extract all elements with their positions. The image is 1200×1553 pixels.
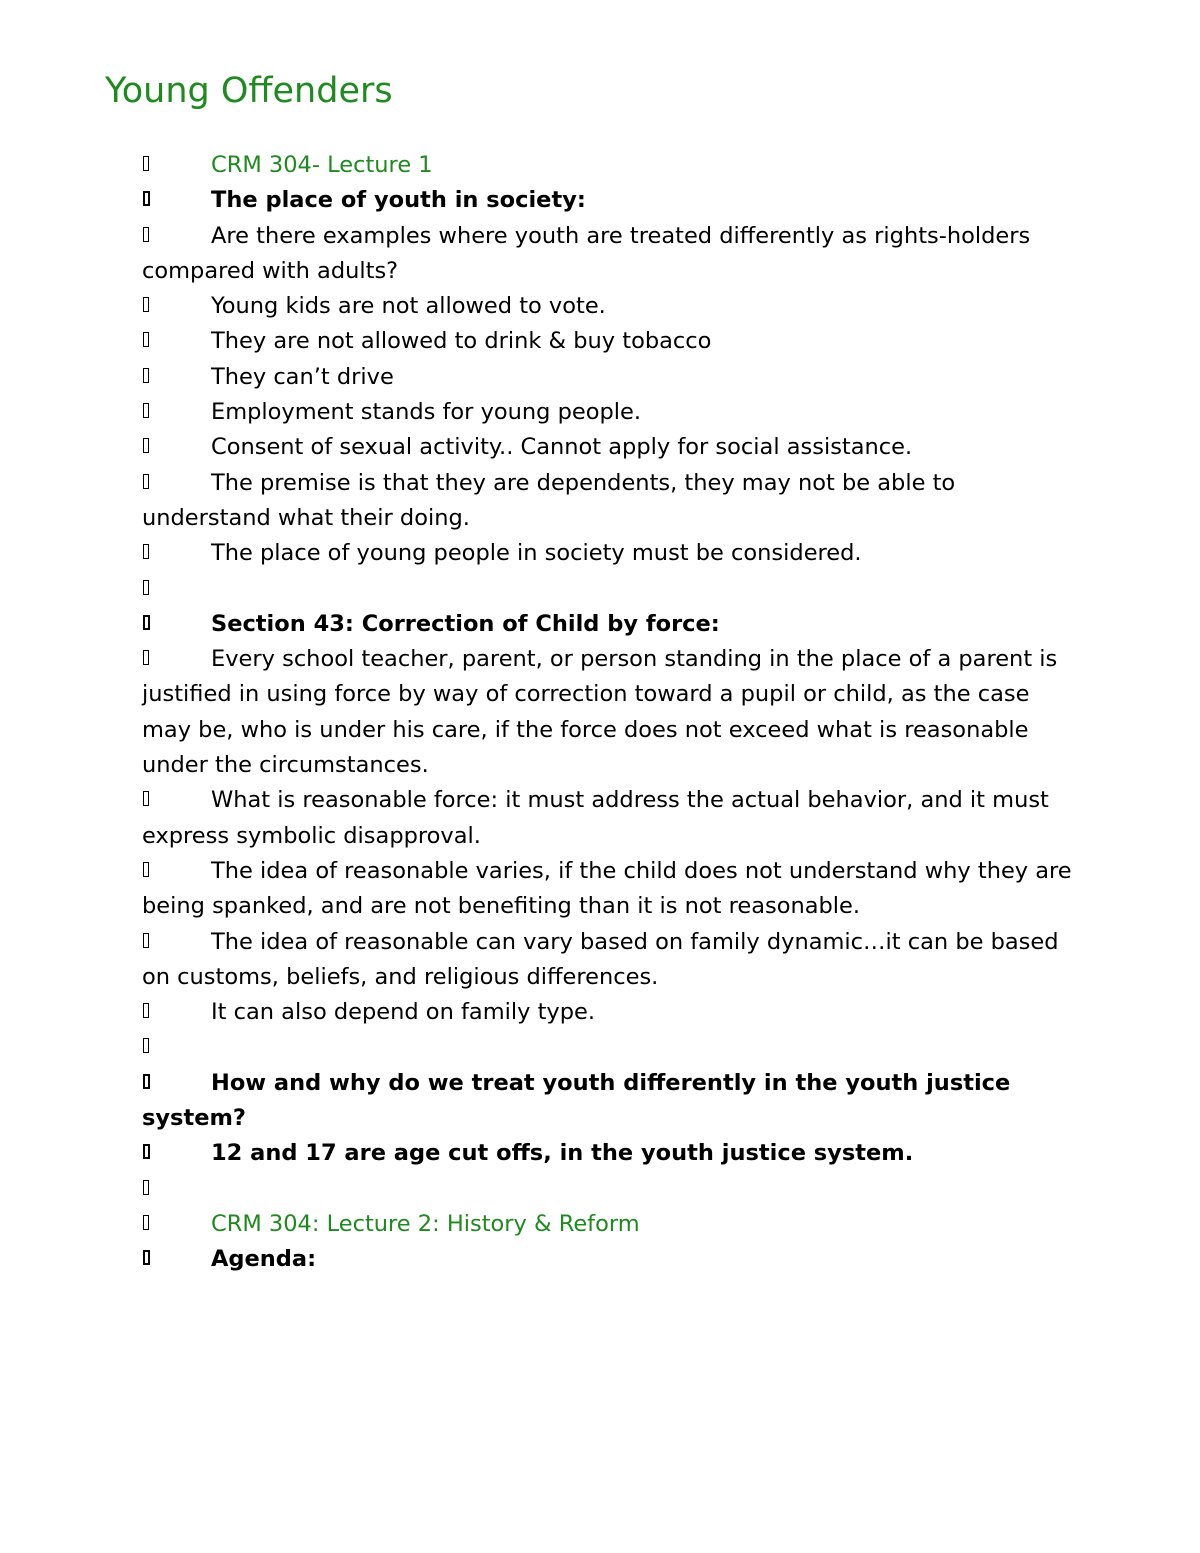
list-item-text: Section 43: Correction of Child by force: bbox=[211, 610, 720, 637]
bullet-icon bbox=[142, 183, 150, 218]
list-item bbox=[142, 395, 1082, 430]
list-item-text: The idea of reasonable varies, if the child does not understand why they are being spanked, and are not benefiting than it is not reasonable. bbox=[142, 857, 1072, 920]
list-item bbox=[142, 536, 1082, 571]
list-item bbox=[142, 324, 1082, 359]
bullet-icon bbox=[142, 642, 149, 677]
bullet-icon bbox=[142, 995, 149, 1030]
list-item bbox=[142, 466, 1082, 537]
list-item-text: They can’t drive bbox=[211, 363, 394, 390]
list-item bbox=[142, 360, 1082, 395]
list-item bbox=[142, 430, 1082, 465]
list-item bbox=[142, 289, 1082, 324]
list-item-text: CRM 304- Lecture 1 bbox=[211, 152, 433, 178]
bullet-icon bbox=[142, 1207, 149, 1242]
list-item-empty bbox=[142, 1030, 1082, 1065]
bullet-icon bbox=[142, 925, 149, 960]
list-item-text: CRM 304: Lecture 2: History & Reform bbox=[211, 1210, 640, 1237]
bullet-icon bbox=[142, 572, 149, 607]
bullet-icon bbox=[142, 1136, 150, 1171]
bullet-icon bbox=[142, 1242, 150, 1277]
list-item bbox=[142, 925, 1082, 996]
bullet-icon bbox=[142, 324, 149, 359]
list-item-section-heading bbox=[142, 1066, 1082, 1137]
list-item-section-heading bbox=[142, 1136, 1082, 1171]
list-item-text: The premise is that they are dependents, they may not be able to understand what their doing. bbox=[142, 469, 956, 531]
list-item-section-heading bbox=[142, 607, 1082, 642]
bullet-icon bbox=[142, 360, 149, 395]
list-item-text: Are there examples where youth are treated differently as rights-holders compared with adults? bbox=[142, 222, 1031, 284]
bullet-icon bbox=[142, 466, 149, 501]
bullet-icon bbox=[142, 783, 149, 818]
list-item-text: Employment stands for young people. bbox=[211, 399, 642, 426]
bullet-icon bbox=[142, 430, 149, 465]
list-item-lecture-1-heading bbox=[142, 148, 1082, 183]
list-item-text: What is reasonable force: it must address the actual behavior, and it must express symbolic disapproval. bbox=[142, 787, 1049, 849]
list-item-text: The idea of reasonable can vary based on family dynamic…it can be based on customs, beliefs, and religious differences. bbox=[142, 928, 1059, 990]
list-item-text: They are not allowed to drink & buy tobacco bbox=[211, 328, 712, 355]
list-item-text: The place of youth in society: bbox=[211, 187, 586, 214]
list-item-text: Consent of sexual activity.. Cannot apply for social assistance. bbox=[211, 434, 913, 461]
list-item-text: Every school teacher, parent, or person standing in the place of a parent is justified in using force by way of correction toward a pupil or child, as the case may be, who is under his care, if the force does not exceed what is reasonable under the circumstances. bbox=[142, 646, 1058, 779]
bullet-list bbox=[142, 148, 1082, 1278]
bullet-icon bbox=[142, 607, 150, 642]
bullet-icon bbox=[142, 1066, 150, 1101]
bullet-icon bbox=[142, 854, 149, 889]
list-item bbox=[142, 854, 1082, 925]
bullet-icon bbox=[142, 1030, 149, 1065]
bullet-icon bbox=[142, 395, 149, 430]
list-item-lecture-2-heading bbox=[142, 1207, 1082, 1242]
list-item-section-heading bbox=[142, 1242, 1082, 1277]
list-item-section-heading bbox=[142, 183, 1082, 218]
document-title: Young Offenders bbox=[105, 71, 393, 111]
list-item bbox=[142, 219, 1082, 290]
list-item-text: 12 and 17 are age cut offs, in the youth justice system. bbox=[211, 1140, 914, 1167]
list-item bbox=[142, 642, 1082, 783]
bullet-icon bbox=[142, 148, 149, 183]
list-item-text: Young kids are not allowed to vote. bbox=[211, 293, 606, 320]
bullet-icon bbox=[142, 1172, 149, 1207]
list-item-text: The place of young people in society must be considered. bbox=[211, 540, 862, 567]
list-item-text: Agenda: bbox=[211, 1246, 317, 1273]
list-item bbox=[142, 995, 1082, 1030]
list-item-text: How and why do we treat youth differently in the youth justice system? bbox=[142, 1069, 1011, 1132]
bullet-icon bbox=[142, 536, 149, 571]
list-item-empty bbox=[142, 1172, 1082, 1207]
list-item-text: It can also depend on family type. bbox=[211, 999, 595, 1026]
list-item bbox=[142, 783, 1082, 854]
list-item-empty bbox=[142, 572, 1082, 607]
bullet-icon bbox=[142, 289, 149, 324]
bullet-icon bbox=[142, 219, 149, 254]
